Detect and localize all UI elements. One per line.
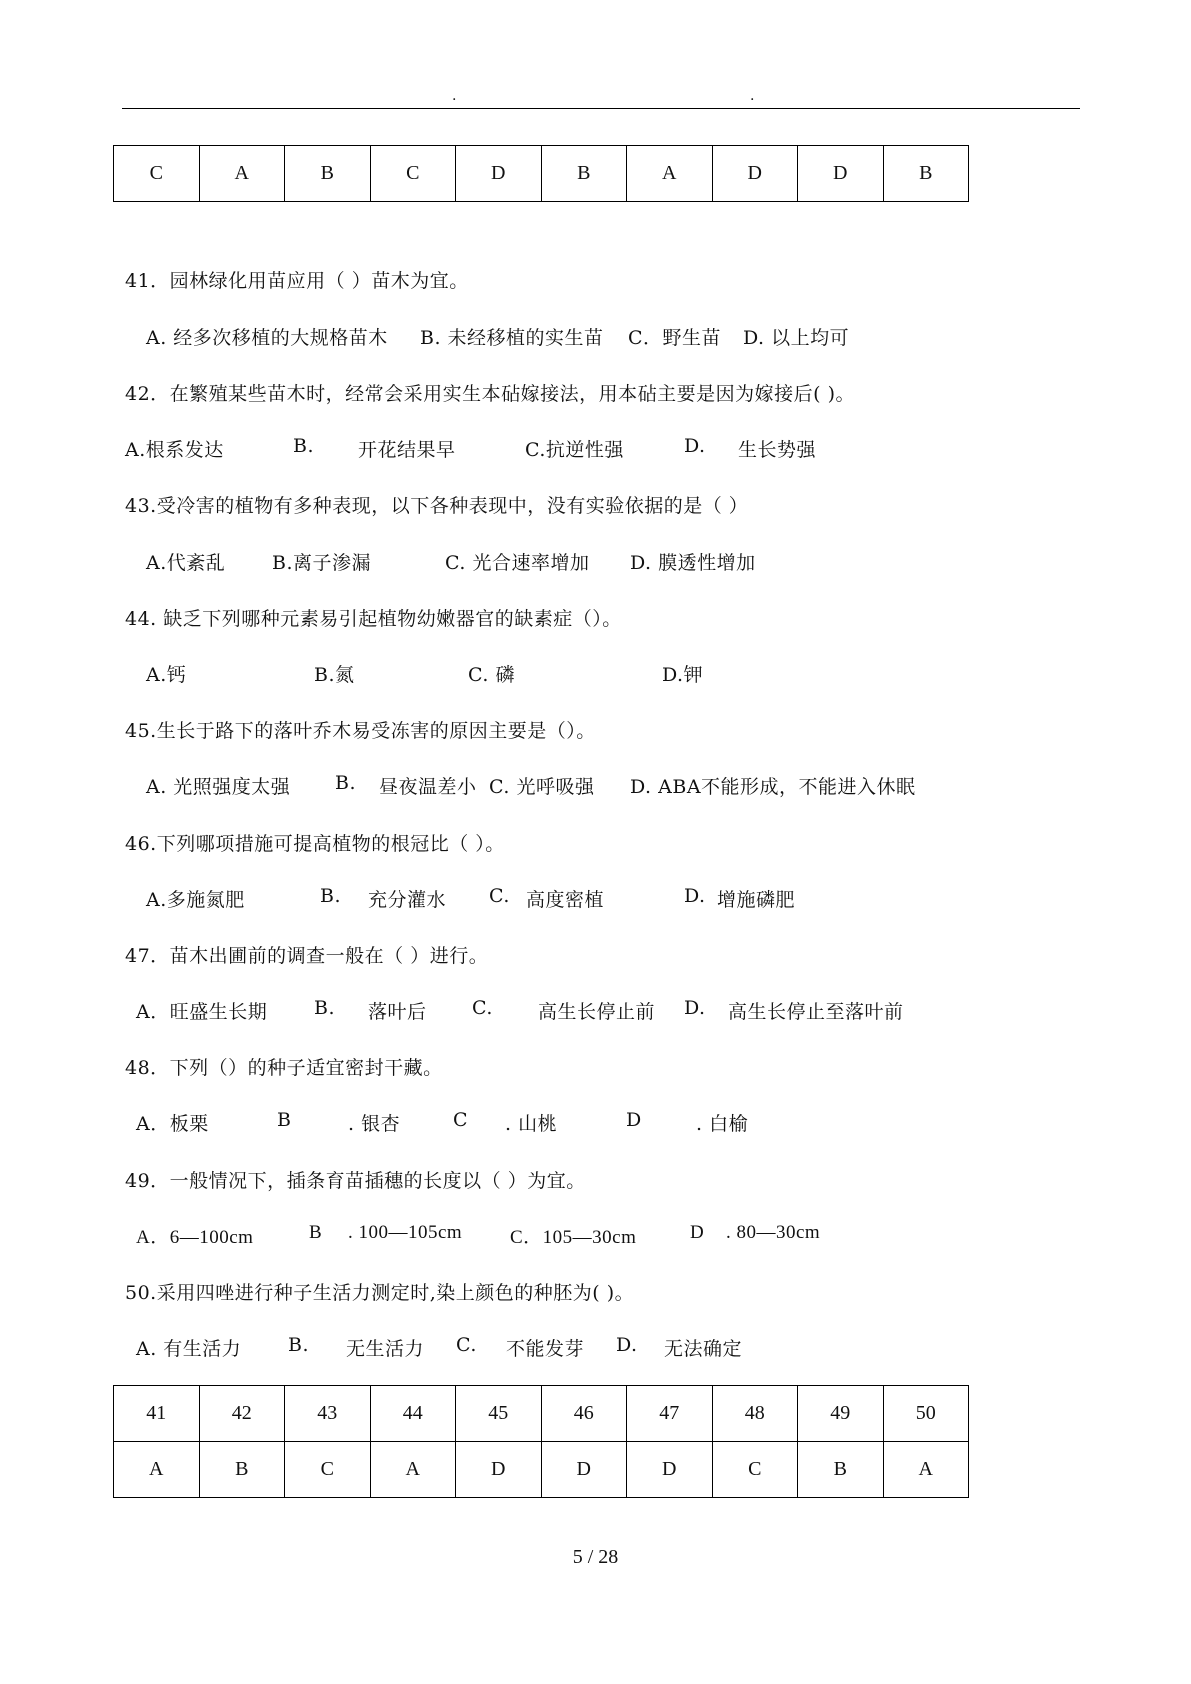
answer-cell: A <box>199 146 285 202</box>
option-45-b: 昼夜温差小 <box>379 776 477 798</box>
question-number-cell: 47 <box>627 1386 713 1442</box>
table-row <box>114 146 969 202</box>
option-43-d: D. 膜透性增加 <box>630 552 756 574</box>
answer-cell: B <box>883 146 969 202</box>
option-46-a: A.多施氮肥 <box>146 889 245 911</box>
option-48-d: . 白榆 <box>696 1113 749 1135</box>
answer-cell: A <box>114 1442 200 1498</box>
answer-cell: C <box>285 1442 371 1498</box>
question-number-cell: 43 <box>285 1386 371 1442</box>
option-49-b-letter: B <box>309 1222 323 1243</box>
option-50-d: 无法确定 <box>664 1338 743 1360</box>
answer-cell: B <box>798 1442 884 1498</box>
option-42-c: C.抗逆性强 <box>525 439 624 461</box>
option-48-b: . 银杏 <box>348 1113 401 1135</box>
question-number-cell: 46 <box>541 1386 627 1442</box>
option-50-b: 无生活力 <box>346 1338 425 1360</box>
option-44-a: A.钙 <box>146 664 187 686</box>
option-50-b-letter: B. <box>288 1334 310 1356</box>
bottom-answer-table <box>113 1385 969 1498</box>
answer-cell: C <box>712 1442 798 1498</box>
option-44-b: B.氮 <box>314 664 355 686</box>
option-49-d: . 80—30cm <box>726 1222 821 1243</box>
answer-cell: D <box>456 146 542 202</box>
answer-cell: C <box>114 146 200 202</box>
question-41: 41．园林绿化用苗应用（ ）苗木为宜。 <box>125 270 469 292</box>
option-41-c: C．野生苗 <box>628 327 722 349</box>
question-number-cell: 41 <box>114 1386 200 1442</box>
option-43-a: A.代紊乱 <box>146 552 226 574</box>
option-46-b: 充分灌水 <box>368 889 447 911</box>
option-43-c: C. 光合速率增加 <box>445 552 590 574</box>
option-41-a: A. 经多次移植的大规格苗木 <box>146 327 388 349</box>
question-43: 43.受冷害的植物有多种表现，以下各种表现中，没有实验依据的是（ ） <box>125 495 749 517</box>
option-44-d: D.钾 <box>662 664 704 686</box>
question-number-cell: 42 <box>199 1386 285 1442</box>
question-48: 48．下列（）的种子适宜密封干藏。 <box>125 1057 443 1079</box>
option-47-c: 高生长停止前 <box>538 1001 656 1023</box>
answer-cell: D <box>541 1442 627 1498</box>
option-42-b: 开花结果早 <box>358 439 456 461</box>
option-41-d: D. 以上均可 <box>743 327 850 349</box>
option-44-c: C. 磷 <box>468 664 515 686</box>
answer-cell: D <box>712 146 798 202</box>
option-48-a: A．板栗 <box>136 1113 209 1135</box>
question-50: 50.采用四唑进行种子生活力测定时,染上颜色的种胚为( )。 <box>125 1282 635 1304</box>
option-42-d: 生长势强 <box>738 439 817 461</box>
answer-cell: C <box>370 146 456 202</box>
option-45-a: A. 光照强度太强 <box>146 776 291 798</box>
option-50-c: 不能发芽 <box>506 1338 585 1360</box>
option-48-d-letter: D <box>626 1109 642 1131</box>
question-44: 44. 缺乏下列哪种元素易引起植物幼嫩器官的缺素症（）。 <box>125 608 622 630</box>
option-50-d-letter: D. <box>616 1334 638 1356</box>
option-48-c: . 山桃 <box>505 1113 558 1135</box>
question-45: 45.生长于路下的落叶乔木易受冻害的原因主要是（）。 <box>125 720 596 742</box>
header-rule <box>122 108 1080 109</box>
option-47-b: 落叶后 <box>368 1001 427 1023</box>
option-48-b-letter: B <box>277 1109 292 1131</box>
header-dot-left: . <box>452 88 457 104</box>
option-45-b-letter: B. <box>335 772 357 794</box>
answer-cell: B <box>285 146 371 202</box>
question-number-cell: 50 <box>883 1386 969 1442</box>
option-48-c-letter: C <box>453 1109 469 1131</box>
option-47-a: A．旺盛生长期 <box>136 1001 268 1023</box>
table-row <box>114 1442 969 1498</box>
option-49-d-letter: D <box>690 1222 705 1243</box>
answer-cell: B <box>541 146 627 202</box>
option-45-c: C. 光呼吸强 <box>489 776 595 798</box>
page-number: 5 / 28 <box>572 1546 619 1568</box>
option-47-b-letter: B. <box>314 997 336 1019</box>
table-row <box>114 1386 969 1442</box>
option-50-a: A. 有生活力 <box>136 1338 242 1360</box>
question-number-cell: 48 <box>712 1386 798 1442</box>
option-42-b-letter: B. <box>293 435 315 457</box>
option-43-b: B.离子渗漏 <box>272 552 372 574</box>
question-49: 49．一般情况下，插条育苗插穗的长度以（ ）为宜。 <box>125 1170 586 1192</box>
question-number-cell: 45 <box>456 1386 542 1442</box>
question-47: 47．苗木出圃前的调查一般在（ ）进行。 <box>125 945 489 967</box>
option-47-d-letter: D. <box>684 997 706 1019</box>
option-46-b-letter: B. <box>320 885 342 907</box>
option-50-c-letter: C. <box>456 1334 477 1356</box>
question-42: 42．在繁殖某些苗木时，经常会采用实生本砧嫁接法，用本砧主要是因为嫁接后( )。 <box>125 383 856 405</box>
option-49-a: A．6—100cm <box>136 1227 254 1248</box>
option-47-d: 高生长停止至落叶前 <box>728 1001 904 1023</box>
answer-cell: A <box>370 1442 456 1498</box>
option-46-d: 增施磷肥 <box>717 889 796 911</box>
option-42-d-letter: D. <box>684 435 706 457</box>
answer-cell: D <box>627 1442 713 1498</box>
question-number-cell: 49 <box>798 1386 884 1442</box>
option-46-d-letter: D. <box>684 885 706 907</box>
option-47-c-letter: C. <box>472 997 493 1019</box>
option-41-b: B. 未经移植的实生苗 <box>420 327 604 349</box>
answer-cell: A <box>883 1442 969 1498</box>
top-answer-table <box>113 145 969 202</box>
question-46: 46.下列哪项措施可提高植物的根冠比（ ）。 <box>125 833 505 855</box>
option-49-b: . 100—105cm <box>348 1222 463 1243</box>
option-46-c: 高度密植 <box>526 889 605 911</box>
option-49-c: C．105—30cm <box>510 1227 637 1248</box>
option-42-a: A.根系发达 <box>125 439 224 461</box>
answer-cell: B <box>199 1442 285 1498</box>
option-45-d: D. ABA不能形成，不能进入休眠 <box>630 776 916 798</box>
answer-cell: D <box>798 146 884 202</box>
question-number-cell: 44 <box>370 1386 456 1442</box>
option-46-c-letter: C. <box>489 885 510 907</box>
answer-cell: A <box>627 146 713 202</box>
answer-cell: D <box>456 1442 542 1498</box>
header-dot-right: . <box>750 88 755 104</box>
